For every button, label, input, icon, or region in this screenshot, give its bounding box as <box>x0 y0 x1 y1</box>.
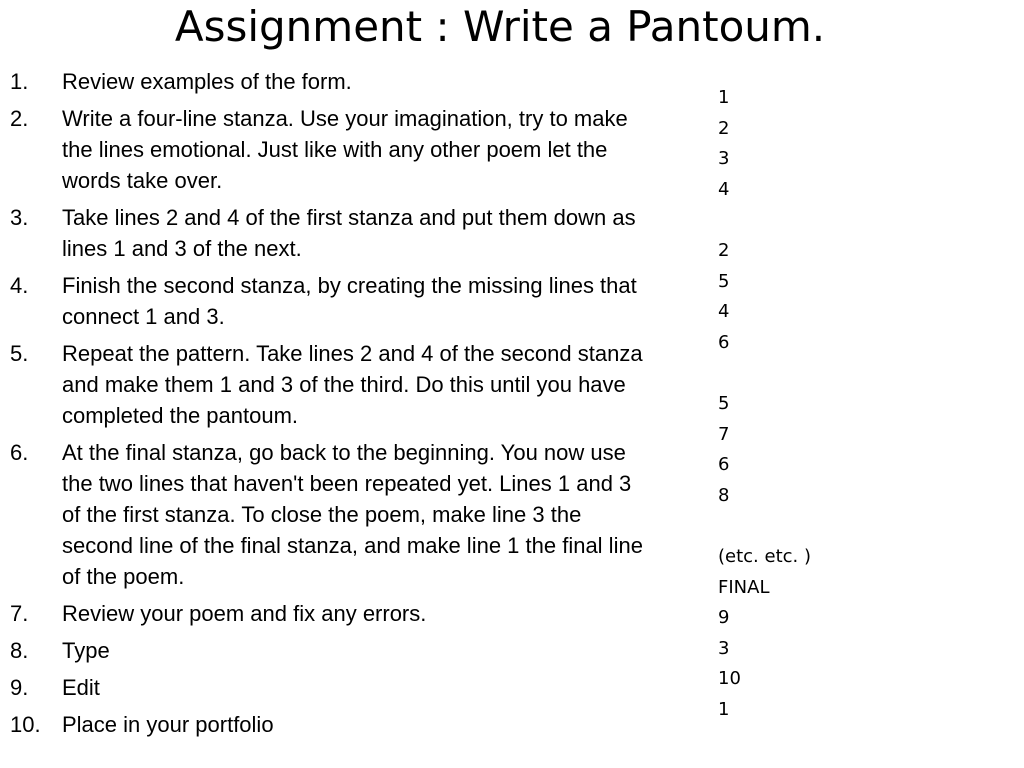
instruction-item <box>10 270 650 332</box>
instruction-item <box>10 103 650 196</box>
pattern-line: 6 <box>718 331 730 353</box>
pattern-line: 3 <box>718 637 730 659</box>
instruction-number: 4. <box>10 273 29 298</box>
instruction-number: 6. <box>10 440 29 465</box>
instruction-item <box>10 338 650 431</box>
pattern-line: 5 <box>718 392 730 414</box>
pattern-line: 3 <box>718 148 730 170</box>
pattern-line: 1 <box>718 698 730 720</box>
instruction-item <box>10 672 650 703</box>
instruction-text: Finish the second stanza, by creating the missing lines that connect 1 and 3. <box>62 273 637 329</box>
pattern-line: 2 <box>718 117 730 139</box>
instruction-number: 1. <box>10 69 29 94</box>
pattern-line: 5 <box>718 270 730 292</box>
stanza-gap <box>718 511 918 542</box>
pattern-line: 4 <box>718 178 730 200</box>
pattern-line: 9 <box>718 607 730 629</box>
instruction-text: Edit <box>62 675 100 700</box>
instruction-text: Write a four-line stanza. Use your imagination, try to make the lines emotional. Just like with any other poem let the words take over. <box>62 106 628 193</box>
instruction-text: Take lines 2 and 4 of the first stanza and put them down as lines 1 and 3 of the next. <box>62 205 636 261</box>
pattern-line: 7 <box>718 423 730 445</box>
instruction-text: At the final stanza, go back to the beginning. You now use the two lines that haven't been repeated yet. Lines 1 and 3 of the first stanza. To close the poem, make line 3 the second line of the final stanza, and make line 1 the final line of the poem. <box>62 440 643 589</box>
instruction-number: 9. <box>10 675 29 700</box>
instruction-list <box>10 66 650 746</box>
instruction-text: Review your poem and fix any errors. <box>62 601 427 626</box>
instruction-number: 8. <box>10 638 29 663</box>
pattern-line: (etc. etc. ) <box>718 545 811 567</box>
instruction-item <box>10 437 650 592</box>
instruction-item <box>10 709 650 740</box>
instruction-item <box>10 202 650 264</box>
instruction-text: Review examples of the form. <box>62 69 352 94</box>
pattern-line: 6 <box>718 454 730 476</box>
instruction-text: Repeat the pattern. Take lines 2 and 4 of the second stanza and make them 1 and 3 of the third. Do this until you have completed the pantoum. <box>62 341 643 428</box>
pattern-line: FINAL <box>718 576 770 598</box>
instruction-number: 2. <box>10 106 29 131</box>
instruction-number: 5. <box>10 341 29 366</box>
instruction-item <box>10 598 650 629</box>
instruction-number: 3. <box>10 205 29 230</box>
pattern-line: 1 <box>718 87 730 108</box>
slide-title: Assignment : Write a Pantoum. <box>174 2 826 51</box>
stanza-gap <box>718 205 918 236</box>
instruction-item <box>10 635 650 666</box>
instruction-text: Type <box>62 638 110 663</box>
instruction-number: 10. <box>10 712 41 737</box>
pattern-line: 4 <box>718 301 730 323</box>
line-pattern-list <box>718 83 918 725</box>
pattern-line: 2 <box>718 239 730 261</box>
instruction-item <box>10 66 650 97</box>
pattern-line: 10 <box>718 668 741 690</box>
stanza-gap <box>718 358 918 389</box>
instruction-number: 7. <box>10 601 29 626</box>
pattern-line: 8 <box>718 484 730 506</box>
instruction-text: Place in your portfolio <box>62 712 274 737</box>
